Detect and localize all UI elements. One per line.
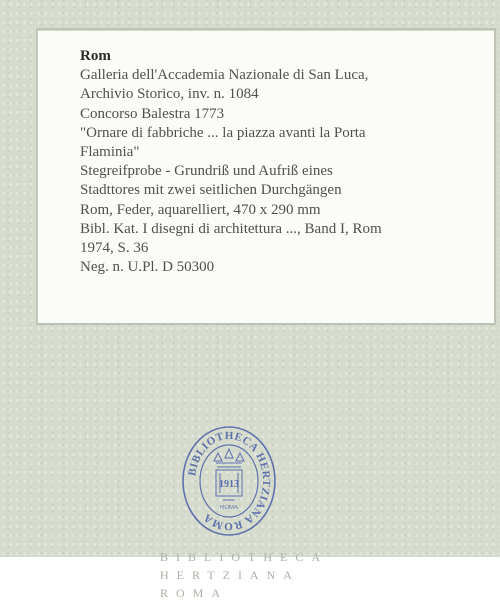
label-line: Concorso Balestra 1773	[80, 105, 225, 122]
label-line: Stadttores mit zwei seitlichen Durchgängen	[80, 182, 342, 199]
label-line: Stegreifprobe - Grundriß und Aufriß eines	[80, 163, 333, 180]
cropped-bottom-text: BIBLIOTHECA HERTZIANA ROMA	[160, 550, 328, 600]
stamp-year: 1913	[219, 479, 239, 490]
label-line: "Ornare di fabbriche ... la piazza avanti la Porta	[80, 124, 366, 141]
label-line: Archivio Storico, inv. n. 1084	[80, 86, 259, 103]
label-line: Galleria dell'Accademia Nazionale di San Luca,	[80, 67, 369, 84]
stamp-circular-text: BIBLIOTHECA HERTZIANA ROMA	[186, 429, 273, 533]
label-title: Rom	[80, 48, 111, 64]
label-line: Flaminia"	[80, 144, 140, 161]
stamp-emblem-icon	[214, 449, 244, 500]
label-line: Bibl. Kat. I disegni di architettura ..., Band I, Rom	[80, 220, 382, 237]
label-line: Rom, Feder, aquarelliert, 470 x 290 mm	[80, 201, 321, 218]
stamp-city: ROMA	[220, 505, 238, 511]
label-text	[80, 47, 485, 277]
label-line: 1974, S. 36	[80, 240, 149, 257]
catalog-label	[37, 30, 494, 323]
label-line: Neg. n. U.Pl. D 50300	[80, 259, 215, 276]
library-stamp	[180, 425, 278, 537]
